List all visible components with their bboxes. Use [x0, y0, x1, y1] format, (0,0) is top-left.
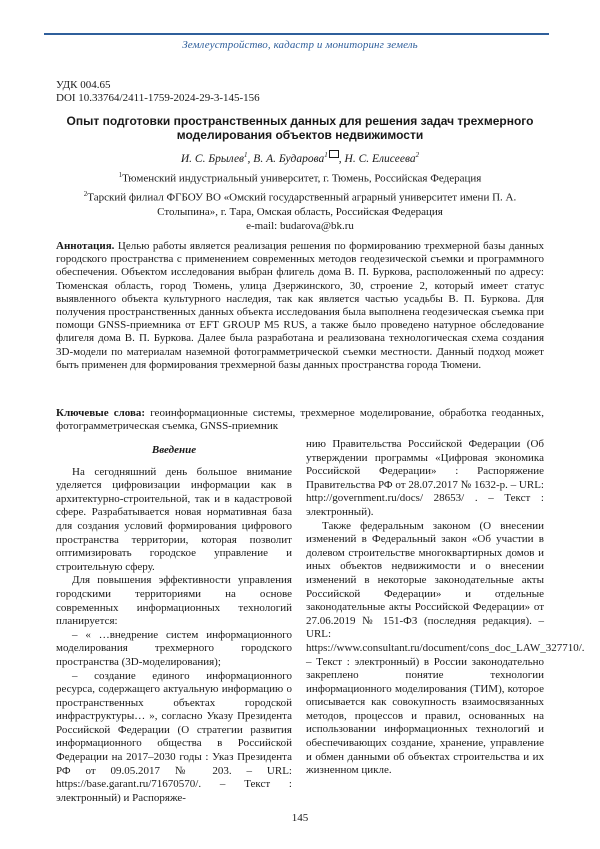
right-column — [306, 438, 585, 778]
keywords — [56, 407, 544, 433]
author-name: В. А. Бударова — [253, 152, 325, 165]
paragraph: – « …внедрение систем информационного моделирования трехмерного городского пространства (3D-моделирования); — [56, 628, 292, 668]
affiliations — [56, 168, 544, 220]
abstract-text: Целью работы является реализация решения по формированию трехмерной базы данных городского пространства с применением современных методов геодезической съемки и программного обеспечения. Объектом исследования выбран флигель дома В. П. Буркова, расположенный по адресу: Тюменская область, город Тюмень, улица Дзержинского, 30, строение 2, который имеет статус выявленного объекта культурного наследия, так как является частью усадьбы В. П. Буркова. Для получения пространственных данных объекта исследования была выполнена геодезическая съемка при помощи GNSS-приемника от EFT GROUP M5 RUS, а также было проведено натурное обследование флигеля дома В. П. Буркова. Далее была разработана и реализована технологическая схема создания 3D-модели по материалам наземной фотограмметрической съемки местности. Данный подход может быть применен для формирования трехмерной базы данных пространства города Тюмени. — [56, 240, 544, 371]
affiliation — [56, 187, 544, 221]
affiliation-text: Тюменский индустриальный университет, г. Тюмень, Российская Федерация — [122, 172, 482, 185]
author-list: И. С. Брылев$^1$, В. А. Бударова$^1$ , Н. С. Елисеева$^2$ — [180, 151, 420, 165]
doi: DOI 10.33764/2411-1759-2024-29-3-145-156 — [56, 92, 260, 104]
affiliation-sup: 2 — [83, 189, 88, 198]
paragraph: – создание единого информационного ресурса, содержащего актуальную информацию о пространственных объектах городской инфраструктуры… », согласно Указу Президента Российской Федерации (О стратегии развития информационного общества в Российской Федерации на 2017–2030 годы : Указ Президента РФ от 09.05.2017 № 203. – URL: https://base.garant.ru/71670570/. – Текст : электронный) и Распоряже- — [56, 669, 292, 804]
page-number: 145 — [291, 812, 309, 824]
author-name: Н. С. Елисеева — [344, 152, 416, 165]
paragraph: Для повышения эффективности управления городскими территориями на основе современных информационных технологий планируется: — [56, 574, 292, 628]
section-title: Введение — [151, 444, 197, 456]
author-sup: 1 — [324, 151, 328, 159]
author-sup: 1 — [244, 151, 248, 159]
paragraph: Также федеральным законом (О внесении изменений в Федеральный закон «Об участии в долевом строительстве многоквартирных домов и иных объектов недвижимости и о внесении изменений в некоторые законодательные акты Российской Федерации» и отдельные законодательные акты Российской Федерации» от 27.06.2019 № 151-ФЗ (последняя редакция). – URL: https://www.consultant.ru/document/cons_doc_LAW_327710/. – Текст : электронный) в России законодательно закреплено понятие технологии информационного моделирования (ТИМ), которое описывается как совокупность взаимосвязанных методов, процессов и правил, основанных на использовании информационных технологий и обеспечивающих создание, хранение, управление и обмен данными об объектах строительства и их жизненном цикле. — [306, 519, 585, 777]
article-title: Опыт подготовки пространственных данных для решения задач трехмерного моделирования объектов недвижимости — [66, 114, 534, 142]
abstract-label: Аннотация. — [56, 240, 115, 252]
header-rule — [44, 33, 549, 35]
journal-title: Землеустройство, кадастр и мониторинг земель — [182, 39, 418, 51]
affiliation-text: Тарский филиал ФГБОУ ВО «Омский государственный аграрный университет имени П. А. Столыпина», г. Тара, Омская область, Российская Федерация — [87, 191, 517, 219]
affiliation-sup: 1 — [118, 171, 123, 179]
affiliation — [56, 168, 544, 187]
author-sup: 2 — [415, 151, 420, 159]
keywords-text: геоинформационные системы, трехмерное моделирование, обработка геоданных, фотограмметрическая съемка, GNSS-приемник — [56, 407, 545, 433]
abstract — [56, 240, 544, 372]
envelope-icon — [329, 150, 339, 158]
paragraph: нию Правительства Российской Федерации (Об утверждении программы «Цифровая экономика Российской Федерации» : Распоряжение Правительства РФ от 28.07.2017 № 1632-р. – URL: http://government.ru/docs/ 28653/ . – Текст : электронный). — [306, 438, 544, 518]
author-email: e-mail: budarova@bk.ru — [246, 220, 354, 232]
keywords-label: Ключевые слова: — [56, 407, 146, 419]
udk-code: УДК 004.65 — [56, 79, 111, 91]
author-name: И. С. Брылев — [180, 152, 245, 165]
paragraph: На сегодняшний день большое внимание уделяется цифровизации информации как в архитектурно-строительной, так и в кадастровой сфере. Разрабатывается новая нормативная база для создания условий формирования цифрового пространства территории, которая позволит оптимизировать городское управление и строительную сферу. — [56, 465, 292, 573]
left-column — [56, 438, 292, 805]
article-meta — [56, 79, 260, 105]
